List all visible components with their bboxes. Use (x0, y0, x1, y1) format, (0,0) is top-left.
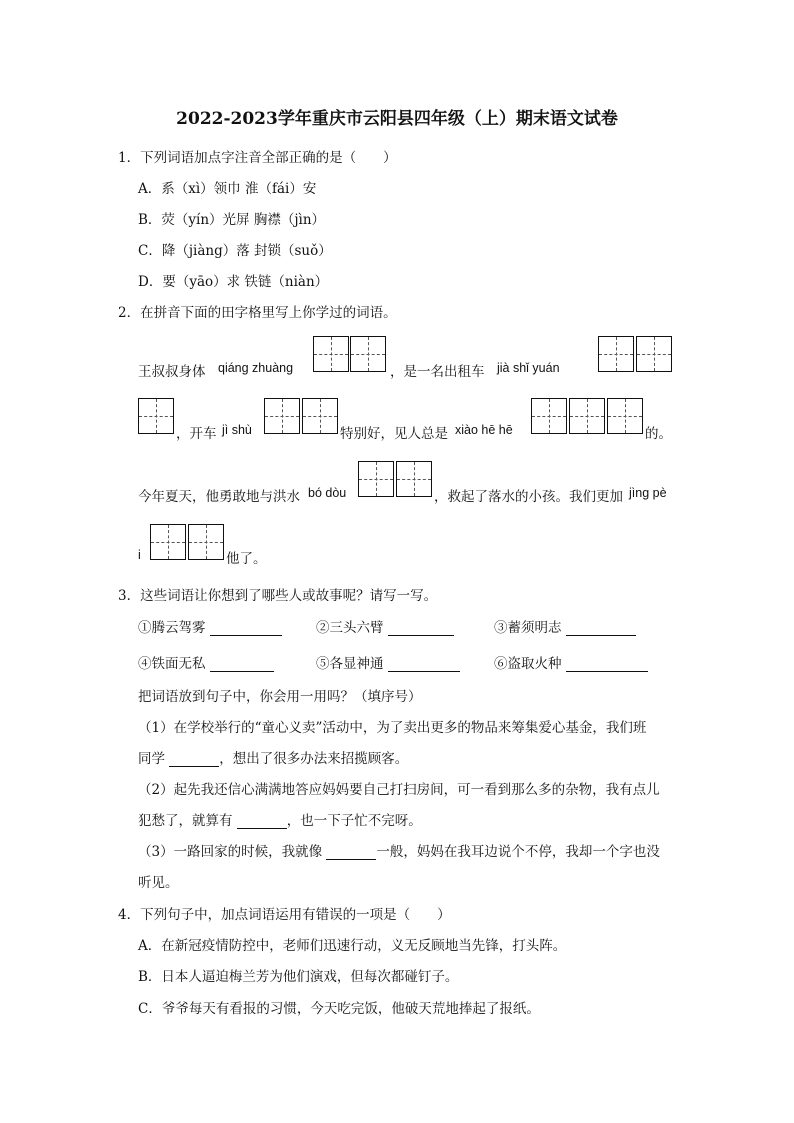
q2-line3-text-a: 今年夏天，他勇敢地与洪水 (138, 489, 300, 505)
q2-pinyin-qiangzhuang: qiáng zhuàng (218, 361, 294, 375)
answer-blank[interactable] (237, 814, 287, 829)
q1-option-a: A．系（xì）领巾 淮（fái）安 (138, 181, 317, 197)
answer-blank[interactable] (388, 621, 454, 636)
tianzige-box[interactable] (188, 524, 224, 560)
q2-pinyin-xiaohehe: xiào hē hē (455, 423, 513, 437)
q2-pinyin-jingpei: jìng pè (629, 486, 667, 500)
q3-sentence-1a: （1）在学校举行的“童心义卖”活动中，为了卖出更多的物品来筹集爱心基金，我们班 (138, 720, 647, 736)
q2-line2-text-a: ，开车 (176, 426, 217, 442)
q2-line1-text-b: ，是一名出租车 (390, 364, 485, 380)
q3-sentence-2a: （2）起先我还信心满满地答应妈妈要自己打扫房间，可一看到那么多的杂物，我有点儿 (138, 782, 660, 798)
q3-item-4: ④铁面无私 (138, 652, 274, 672)
q2-pinyin-jishu: jì shù (222, 423, 252, 437)
answer-blank[interactable] (210, 657, 274, 672)
tianzige-box[interactable] (358, 461, 394, 497)
page-title: 2022-2023学年重庆市云阳县四年级（上）期末语文试卷 (176, 109, 618, 129)
q2-pinyin-jiashiyuan: jià shǐ yuán (497, 361, 560, 375)
tianzige-box[interactable] (636, 336, 672, 372)
tianzige-box[interactable] (598, 336, 634, 372)
q4-option-b: B．日本人逼迫梅兰芳为他们演戏，但每次都碰钉子。 (138, 969, 459, 985)
answer-blank[interactable] (388, 657, 460, 672)
tianzige-box[interactable] (138, 398, 174, 434)
tianzige-box[interactable] (302, 398, 338, 434)
q2-pinyin-bodou: bó dòu (308, 486, 347, 500)
answer-blank[interactable] (566, 657, 648, 672)
tianzige-box[interactable] (264, 398, 300, 434)
answer-blank[interactable] (326, 845, 376, 860)
q3-item-3: ③蓄须明志 (494, 616, 636, 636)
q3-item-6: ⑥盗取火种 (494, 652, 648, 672)
q1-option-c: C．降（jiàng）落 封锁（suǒ） (138, 243, 332, 259)
q3-item-5: ⑤各显神通 (316, 652, 460, 672)
tianzige-box[interactable] (313, 336, 349, 372)
question-1-stem: 1．下列词语加点字注音全部正确的是（ ） (118, 150, 397, 166)
answer-blank[interactable] (566, 621, 636, 636)
answer-blank[interactable] (210, 621, 282, 636)
q4-option-c: C．爷爷每天有看报的习惯，今天吃完饭，他破天荒地捧起了报纸。 (138, 1001, 540, 1017)
q2-line1-text-a: 王叔叔身体 (138, 364, 206, 380)
q3-item-2: ②三头六臂 (316, 616, 454, 636)
q1-option-b: B．荧（yín）光屏 胸襟（jìn） (138, 212, 326, 228)
q3-sub-instruction: 把词语放到句子中，你会用一用吗？（填序号） (138, 689, 422, 705)
question-3-stem: 3．这些词语让你想到了哪些人或故事呢？请写一写。 (118, 588, 438, 604)
tianzige-box[interactable] (531, 398, 567, 434)
q2-line2-text-c: 的。 (645, 426, 672, 442)
tianzige-box[interactable] (607, 398, 643, 434)
q2-line2-text-b: 特别好，见人总是 (340, 426, 448, 442)
q3-sentence-3a: （3）一路回家的时候，我就像 一般，妈妈在我耳边说个不停，我却一个字也没 (138, 844, 660, 860)
question-2-stem: 2．在拼音下面的田字格里写上你学过的词语。 (118, 305, 397, 321)
answer-blank[interactable] (169, 752, 219, 767)
q2-line3-text-b: ，救起了落水的小孩。我们更加 (434, 489, 623, 505)
q2-pinyin-jingpei-tail: i (138, 548, 141, 562)
tianzige-box[interactable] (350, 336, 386, 372)
q4-option-a: A．在新冠疫情防控中，老师们迅速行动，义无反顾地当先锋，打头阵。 (138, 938, 567, 954)
question-4-stem: 4．下列句子中，加点词语运用有错误的一项是（ ） (118, 907, 451, 923)
tianzige-box[interactable] (150, 524, 186, 560)
q3-item-1: ①腾云驾雾 (138, 616, 282, 636)
q1-option-d: D．要（yāo）求 铁链（niàn） (138, 274, 329, 290)
q3-sentence-1b: 同学 ，想出了很多办法来招揽顾客。 (138, 751, 409, 767)
q2-line4-text: 他了。 (226, 551, 267, 567)
q3-sentence-3b: 听见。 (138, 875, 179, 891)
tianzige-box[interactable] (396, 461, 432, 497)
tianzige-box[interactable] (569, 398, 605, 434)
q3-sentence-2b: 犯愁了，就算有 ，也一下子忙不完呀。 (138, 813, 422, 829)
